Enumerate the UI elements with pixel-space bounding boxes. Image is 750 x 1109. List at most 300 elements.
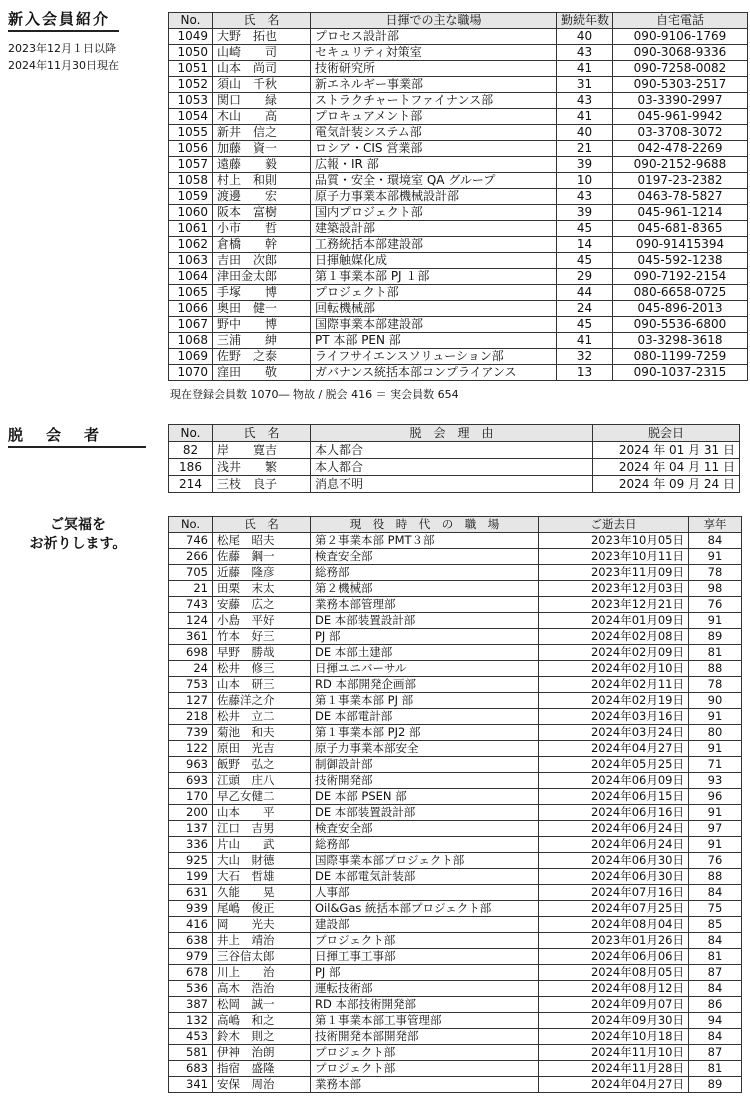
cell-name: 山本 平	[213, 805, 311, 821]
cell-no: 1057	[169, 157, 213, 173]
cell-age: 84	[689, 533, 742, 549]
cell-age: 89	[689, 629, 742, 645]
cell-name: 窪田 敬	[213, 365, 311, 381]
cell-name: 野中 博	[213, 317, 311, 333]
table-row	[169, 125, 748, 141]
cell-reason: 本人都合	[311, 459, 593, 476]
cell-death-date: 2024年06月09日	[539, 773, 689, 789]
cell-no: 361	[169, 629, 213, 645]
memorial-line-2: お祈りします。	[29, 536, 127, 552]
cell-no: 581	[169, 1045, 213, 1061]
cell-phone: 090-5303-2517	[613, 77, 748, 93]
cell-death-date: 2024年02月08日	[539, 629, 689, 645]
cell-no: 82	[169, 442, 213, 459]
cell-death-date: 2024年06月24日	[539, 837, 689, 853]
cell-no: 453	[169, 1029, 213, 1045]
cell-age: 91	[689, 805, 742, 821]
cell-years: 14	[557, 237, 613, 253]
cell-name: 小島 平好	[213, 613, 311, 629]
cell-name: 山本 研三	[213, 677, 311, 693]
cell-death-date: 2024年02月10日	[539, 661, 689, 677]
table-row	[169, 157, 748, 173]
table-row	[169, 933, 742, 949]
cell-no: 1066	[169, 301, 213, 317]
cell-name: 大野 拓也	[213, 29, 311, 45]
cell-workplace: 新エネルギー事業部	[311, 77, 557, 93]
table-row	[169, 885, 742, 901]
new-members-table	[168, 12, 748, 381]
cell-workplace: 建築設計部	[311, 221, 557, 237]
cell-phone: 042-478-2269	[613, 141, 748, 157]
cell-no: 979	[169, 949, 213, 965]
table-row	[169, 773, 742, 789]
table-row	[169, 549, 742, 565]
cell-no: 1056	[169, 141, 213, 157]
cell-workplace: 業務本部管理部	[311, 597, 539, 613]
cell-age: 76	[689, 853, 742, 869]
cell-no: 416	[169, 917, 213, 933]
cell-name: 松井 修三	[213, 661, 311, 677]
cell-death-date: 2023年12月21日	[539, 597, 689, 613]
new-members-title: 新入会員紹介	[8, 8, 119, 32]
col-header-name: 氏 名	[213, 517, 311, 533]
cell-death-date: 2024年06月16日	[539, 805, 689, 821]
cell-workplace: PJ 部	[311, 629, 539, 645]
cell-workplace: プロジェクト部	[311, 1045, 539, 1061]
cell-phone: 045-896-2013	[613, 301, 748, 317]
cell-death-date: 2024年07月16日	[539, 885, 689, 901]
cell-name: 岸 寛吉	[213, 442, 311, 459]
table-row	[169, 1013, 742, 1029]
cell-workplace: プロジェクト部	[311, 1061, 539, 1077]
cell-name: 菊池 和夫	[213, 725, 311, 741]
cell-name: 山本 尚司	[213, 61, 311, 77]
cell-age: 88	[689, 869, 742, 885]
cell-years: 41	[557, 333, 613, 349]
table-header-row	[169, 425, 740, 442]
cell-death-date: 2023年01月26日	[539, 933, 689, 949]
col-header-phone: 自宅電話	[613, 13, 748, 29]
cell-phone: 090-3068-9336	[613, 45, 748, 61]
cell-no: 137	[169, 821, 213, 837]
table-row	[169, 93, 748, 109]
table-row	[169, 645, 742, 661]
cell-death-date: 2024年06月24日	[539, 821, 689, 837]
memorial-side	[8, 516, 148, 554]
cell-workplace: 回転機械部	[311, 301, 557, 317]
cell-age: 91	[689, 709, 742, 725]
cell-death-date: 2024年06月30日	[539, 853, 689, 869]
cell-age: 84	[689, 981, 742, 997]
cell-no: 698	[169, 645, 213, 661]
cell-years: 44	[557, 285, 613, 301]
cell-name: 木山 高	[213, 109, 311, 125]
cell-no: 693	[169, 773, 213, 789]
cell-no: 336	[169, 837, 213, 853]
cell-name: 佐藤 鋼一	[213, 549, 311, 565]
cell-workplace: 技術研究所	[311, 61, 557, 77]
cell-workplace: 国際事業本部建設部	[311, 317, 557, 333]
cell-name: 指宿 盛隆	[213, 1061, 311, 1077]
cell-death-date: 2024年05月25日	[539, 757, 689, 773]
col-header-date: 脱会日	[593, 425, 740, 442]
cell-workplace: 第１事業本部 PJ 部	[311, 693, 539, 709]
cell-death-date: 2024年11月28日	[539, 1061, 689, 1077]
cell-name: 関口 緑	[213, 93, 311, 109]
cell-years: 40	[557, 29, 613, 45]
cell-no: 678	[169, 965, 213, 981]
cell-no: 218	[169, 709, 213, 725]
cell-workplace: DE 本部装置設計部	[311, 613, 539, 629]
table-row	[169, 173, 748, 189]
table-row	[169, 709, 742, 725]
table-row	[169, 317, 748, 333]
cell-workplace: RD 本部開発企画部	[311, 677, 539, 693]
cell-death-date: 2024年04月27日	[539, 1077, 689, 1093]
cell-age: 87	[689, 965, 742, 981]
cell-death-date: 2023年10月05日	[539, 533, 689, 549]
table-row	[169, 965, 742, 981]
cell-years: 45	[557, 253, 613, 269]
cell-workplace: 日揮触媒化成	[311, 253, 557, 269]
cell-age: 96	[689, 789, 742, 805]
cell-age: 78	[689, 565, 742, 581]
cell-no: 743	[169, 597, 213, 613]
cell-name: 安保 周治	[213, 1077, 311, 1093]
cell-no: 1060	[169, 205, 213, 221]
cell-phone: 045-961-9942	[613, 109, 748, 125]
cell-phone: 090-91415394	[613, 237, 748, 253]
table-row	[169, 869, 742, 885]
table-row	[169, 141, 748, 157]
cell-phone: 0463-78-5827	[613, 189, 748, 205]
cell-death-date: 2024年02月19日	[539, 693, 689, 709]
cell-name: 大山 財德	[213, 853, 311, 869]
cell-name: 佐野 之泰	[213, 349, 311, 365]
cell-no: 939	[169, 901, 213, 917]
cell-phone: 090-9106-1769	[613, 29, 748, 45]
cell-workplace: 国内プロジェクト部	[311, 205, 557, 221]
cell-no: 536	[169, 981, 213, 997]
cell-workplace: PJ 部	[311, 965, 539, 981]
col-header-name: 氏 名	[213, 13, 311, 29]
cell-death-date: 2024年07月25日	[539, 901, 689, 917]
table-row	[169, 301, 748, 317]
cell-no: 132	[169, 1013, 213, 1029]
cell-no: 1049	[169, 29, 213, 45]
cell-age: 71	[689, 757, 742, 773]
cell-name: 井上 靖治	[213, 933, 311, 949]
cell-death-date: 2024年06月15日	[539, 789, 689, 805]
cell-name: 三枝 良子	[213, 476, 311, 493]
table-row	[169, 741, 742, 757]
cell-years: 31	[557, 77, 613, 93]
cell-age: 93	[689, 773, 742, 789]
table-row	[169, 757, 742, 773]
table-header-row	[169, 517, 742, 533]
cell-years: 39	[557, 205, 613, 221]
cell-death-date: 2024年10月18日	[539, 1029, 689, 1045]
cell-no: 200	[169, 805, 213, 821]
cell-name: 江口 吉男	[213, 821, 311, 837]
cell-no: 387	[169, 997, 213, 1013]
table-row	[169, 285, 748, 301]
withdrawn-table	[168, 424, 740, 493]
cell-name: 村上 和則	[213, 173, 311, 189]
cell-name: 川上 治	[213, 965, 311, 981]
table-row	[169, 1045, 742, 1061]
cell-name: 松岡 誠一	[213, 997, 311, 1013]
cell-workplace: ロシア・CIS 営業部	[311, 141, 557, 157]
cell-death-date: 2024年08月12日	[539, 981, 689, 997]
col-header-death-date: ご逝去日	[539, 517, 689, 533]
col-header-name: 氏 名	[213, 425, 311, 442]
cell-workplace: ライフサイエンスソリューション部	[311, 349, 557, 365]
cell-date: 2024 年 09 月 24 日	[593, 476, 740, 493]
cell-age: 86	[689, 997, 742, 1013]
cell-workplace: DE 本部装置設計部	[311, 805, 539, 821]
cell-workplace: セキュリティ対策室	[311, 45, 557, 61]
cell-no: 214	[169, 476, 213, 493]
cell-workplace: 第２機械部	[311, 581, 539, 597]
withdrawn-side	[8, 424, 146, 448]
new-members-side	[8, 8, 119, 74]
cell-name: 原田 光吉	[213, 741, 311, 757]
table-row	[169, 597, 742, 613]
cell-age: 81	[689, 949, 742, 965]
col-header-years: 勤続年数	[557, 13, 613, 29]
table-row	[169, 349, 748, 365]
table-row	[169, 661, 742, 677]
cell-workplace: 電気計装システム部	[311, 125, 557, 141]
table-row	[169, 949, 742, 965]
cell-workplace: 技術開発本部開発部	[311, 1029, 539, 1045]
table-row	[169, 221, 748, 237]
cell-years: 24	[557, 301, 613, 317]
cell-workplace: DE 本部 PSEN 部	[311, 789, 539, 805]
cell-name: 津田金太郎	[213, 269, 311, 285]
table-row	[169, 205, 748, 221]
cell-workplace: 工務統括本部建設部	[311, 237, 557, 253]
cell-workplace: DE 本部土建部	[311, 645, 539, 661]
cell-name: 阪本 富樹	[213, 205, 311, 221]
cell-name: 飯野 弘之	[213, 757, 311, 773]
cell-name: 近藤 隆彦	[213, 565, 311, 581]
cell-name: 奥田 健一	[213, 301, 311, 317]
cell-years: 41	[557, 61, 613, 77]
table-row	[169, 677, 742, 693]
table-row	[169, 1077, 742, 1093]
table-header-row	[169, 13, 748, 29]
cell-no: 1067	[169, 317, 213, 333]
cell-workplace: 総務部	[311, 837, 539, 853]
table-row	[169, 837, 742, 853]
cell-workplace: 人事部	[311, 885, 539, 901]
cell-workplace: 制御設計部	[311, 757, 539, 773]
cell-no: 1058	[169, 173, 213, 189]
cell-workplace: DE 本部電計部	[311, 709, 539, 725]
cell-death-date: 2024年08月04日	[539, 917, 689, 933]
cell-name: 尾嶋 俊正	[213, 901, 311, 917]
cell-no: 122	[169, 741, 213, 757]
table-row	[169, 269, 748, 285]
cell-no: 21	[169, 581, 213, 597]
cell-death-date: 2024年01月09日	[539, 613, 689, 629]
cell-death-date: 2024年06月06日	[539, 949, 689, 965]
cell-age: 90	[689, 693, 742, 709]
cell-death-date: 2024年02月11日	[539, 677, 689, 693]
cell-name: 早乙女健二	[213, 789, 311, 805]
cell-age: 97	[689, 821, 742, 837]
cell-name: 三浦 紳	[213, 333, 311, 349]
cell-no: 1050	[169, 45, 213, 61]
cell-years: 45	[557, 221, 613, 237]
cell-phone: 080-1199-7259	[613, 349, 748, 365]
cell-phone: 090-1037-2315	[613, 365, 748, 381]
cell-age: 88	[689, 661, 742, 677]
col-header-workplace: 現 役 時 代 の 職 場	[311, 517, 539, 533]
cell-phone: 03-3390-2997	[613, 93, 748, 109]
cell-workplace: プロジェクト部	[311, 285, 557, 301]
cell-name: 高木 浩治	[213, 981, 311, 997]
cell-workplace: 技術開発部	[311, 773, 539, 789]
cell-phone: 090-7192-2154	[613, 269, 748, 285]
col-header-no: No.	[169, 13, 213, 29]
cell-no: 1052	[169, 77, 213, 93]
cell-no: 631	[169, 885, 213, 901]
cell-workplace: 原子力事業本部安全	[311, 741, 539, 757]
table-row	[169, 1029, 742, 1045]
cell-no: 170	[169, 789, 213, 805]
cell-name: 竹本 好三	[213, 629, 311, 645]
cell-phone: 080-6658-0725	[613, 285, 748, 301]
table-row	[169, 189, 748, 205]
col-header-no: No.	[169, 425, 213, 442]
cell-workplace: 第１事業本部 PJ2 部	[311, 725, 539, 741]
cell-age: 91	[689, 613, 742, 629]
cell-no: 1061	[169, 221, 213, 237]
cell-workplace: 国際事業本部プロジェクト部	[311, 853, 539, 869]
cell-workplace: PT 本部 PEN 部	[311, 333, 557, 349]
table-row	[169, 333, 748, 349]
cell-no: 266	[169, 549, 213, 565]
cell-name: 手塚 博	[213, 285, 311, 301]
cell-workplace: ストラクチャートファイナンス部	[311, 93, 557, 109]
cell-name: 早野 勝哉	[213, 645, 311, 661]
table-row	[169, 565, 742, 581]
memorial-table	[168, 516, 742, 1093]
cell-no: 1064	[169, 269, 213, 285]
cell-no: 1068	[169, 333, 213, 349]
cell-no: 963	[169, 757, 213, 773]
cell-name: 山崎 司	[213, 45, 311, 61]
cell-age: 80	[689, 725, 742, 741]
cell-years: 29	[557, 269, 613, 285]
table-row	[169, 476, 740, 493]
cell-name: 久能 晃	[213, 885, 311, 901]
cell-age: 75	[689, 901, 742, 917]
cell-death-date: 2023年10月11日	[539, 549, 689, 565]
cell-no: 24	[169, 661, 213, 677]
cell-workplace: 検査安全部	[311, 821, 539, 837]
cell-years: 10	[557, 173, 613, 189]
cell-name: 伊神 治朗	[213, 1045, 311, 1061]
table-row	[169, 459, 740, 476]
cell-workplace: 第２事業本部 PMT３部	[311, 533, 539, 549]
cell-reason: 本人都合	[311, 442, 593, 459]
cell-death-date: 2023年11月09日	[539, 565, 689, 581]
cell-workplace: 第１事業本部 PJ １部	[311, 269, 557, 285]
table-row	[169, 109, 748, 125]
cell-workplace: ガバナンス統括本部コンプライアンス	[311, 365, 557, 381]
cell-no: 683	[169, 1061, 213, 1077]
table-row	[169, 853, 742, 869]
table-row	[169, 253, 748, 269]
cell-years: 43	[557, 189, 613, 205]
cell-phone: 045-592-1238	[613, 253, 748, 269]
cell-years: 32	[557, 349, 613, 365]
cell-workplace: 日揮ユニバーサル	[311, 661, 539, 677]
cell-death-date: 2024年04月27日	[539, 741, 689, 757]
cell-name: 三谷信太郎	[213, 949, 311, 965]
period-to: 2024年11月30日現在	[8, 59, 119, 72]
cell-no: 1054	[169, 109, 213, 125]
cell-workplace: 検査安全部	[311, 549, 539, 565]
cell-years: 45	[557, 317, 613, 333]
col-header-workplace: 日揮での主な職場	[311, 13, 557, 29]
table-row	[169, 789, 742, 805]
withdrawn-title: 脱 会 者	[8, 424, 146, 448]
cell-name: 鈴木 則之	[213, 1029, 311, 1045]
cell-years: 43	[557, 45, 613, 61]
cell-no: 739	[169, 725, 213, 741]
cell-no: 1055	[169, 125, 213, 141]
cell-death-date: 2024年09月30日	[539, 1013, 689, 1029]
cell-no: 925	[169, 853, 213, 869]
cell-phone: 03-3298-3618	[613, 333, 748, 349]
col-header-age: 享年	[689, 517, 742, 533]
cell-name: 渡邊 宏	[213, 189, 311, 205]
cell-name: 高嶋 和之	[213, 1013, 311, 1029]
cell-name: 安藤 広之	[213, 597, 311, 613]
table-row	[169, 901, 742, 917]
table-row	[169, 821, 742, 837]
cell-age: 87	[689, 1045, 742, 1061]
cell-death-date: 2024年11月10日	[539, 1045, 689, 1061]
cell-name: 吉田 次郎	[213, 253, 311, 269]
cell-age: 84	[689, 1029, 742, 1045]
cell-name: 須山 千秋	[213, 77, 311, 93]
cell-workplace: 第１事業本部工事管理部	[311, 1013, 539, 1029]
cell-no: 127	[169, 693, 213, 709]
cell-phone: 045-681-8365	[613, 221, 748, 237]
cell-name: 小市 哲	[213, 221, 311, 237]
cell-name: 遠藤 毅	[213, 157, 311, 173]
memorial-line-1: ご冥福を	[50, 517, 106, 533]
cell-phone: 03-3708-3072	[613, 125, 748, 141]
cell-years: 21	[557, 141, 613, 157]
cell-workplace: 品質・安全・環境室 QA グループ	[311, 173, 557, 189]
cell-phone: 045-961-1214	[613, 205, 748, 221]
cell-workplace: 運転技術部	[311, 981, 539, 997]
cell-age: 78	[689, 677, 742, 693]
cell-age: 76	[689, 597, 742, 613]
table-row	[169, 997, 742, 1013]
cell-age: 94	[689, 1013, 742, 1029]
cell-age: 98	[689, 581, 742, 597]
cell-name: 田栗 末太	[213, 581, 311, 597]
cell-death-date: 2024年08月05日	[539, 965, 689, 981]
